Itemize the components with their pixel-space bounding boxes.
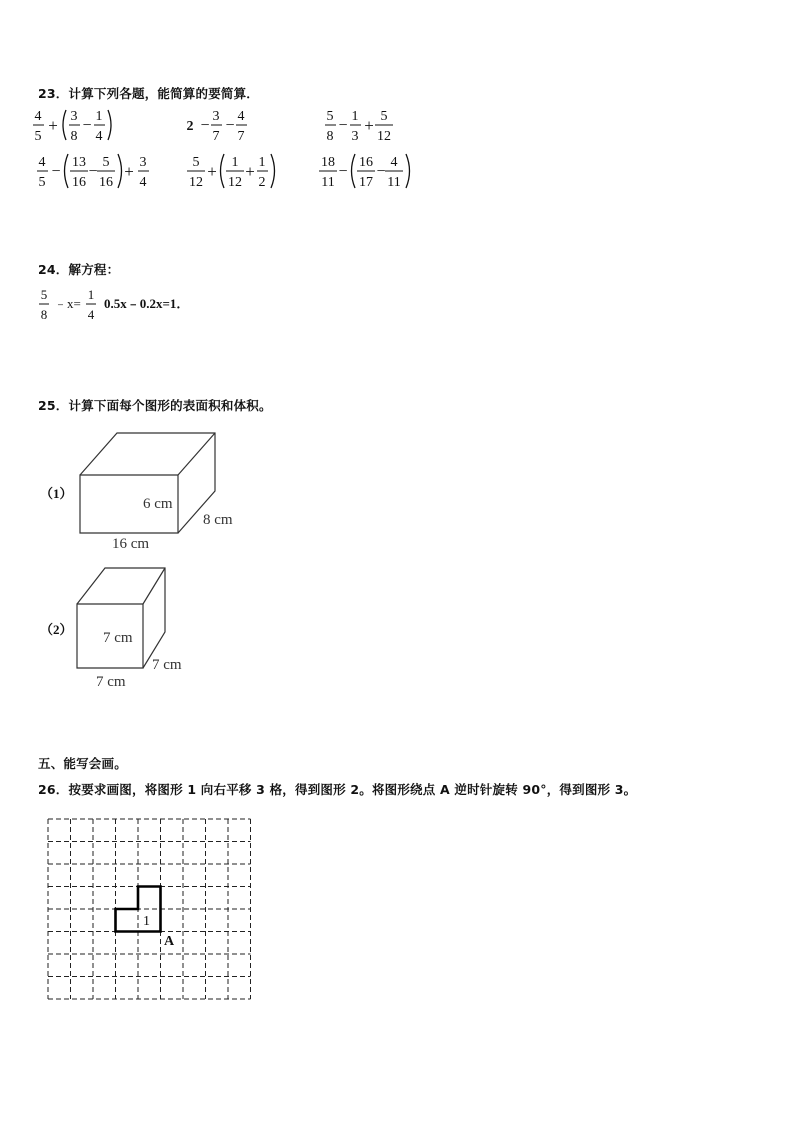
q25-fig1-label: （1） xyxy=(40,486,73,501)
svg-text:−: − xyxy=(338,117,348,134)
svg-text:−: − xyxy=(82,117,92,134)
svg-text:5: 5 xyxy=(380,109,388,124)
q24-title: 24．解方程： xyxy=(38,262,120,277)
svg-text:12: 12 xyxy=(189,175,203,190)
q24-eq1-frac2-num: 1 xyxy=(87,287,95,302)
cube-height-label: 7 cm xyxy=(103,630,133,646)
svg-text:+: + xyxy=(245,162,255,181)
svg-text:2: 2 xyxy=(186,119,194,134)
q23-expr-1 xyxy=(33,109,111,144)
svg-text:4: 4 xyxy=(139,175,147,190)
svg-text:8: 8 xyxy=(70,129,78,144)
svg-text:5: 5 xyxy=(38,175,46,190)
point-a-label: A xyxy=(164,934,175,949)
cuboid-edges xyxy=(80,433,215,533)
q23-expressions xyxy=(30,102,450,197)
svg-text:−: − xyxy=(338,163,348,180)
svg-text:+: + xyxy=(207,162,217,181)
q24-eq2: 0.5x﹣0.2x=1． xyxy=(104,296,190,311)
svg-text:1: 1 xyxy=(231,155,239,170)
q23-title: 23．计算下列各题，能简算的要简算． xyxy=(38,86,259,101)
svg-text:11: 11 xyxy=(321,175,335,190)
svg-text:−: − xyxy=(51,163,61,180)
q26-title: 26．按要求画图，将图形 1 向右平移 3 格，得到图形 2。将图形绕点 A 逆时针旋转 90°，得到图形 3。 xyxy=(38,782,637,797)
svg-text:5: 5 xyxy=(192,155,200,170)
svg-text:3: 3 xyxy=(212,109,220,124)
svg-text:12: 12 xyxy=(228,175,242,190)
q25-title: 25．计算下面每个图形的表面积和体积。 xyxy=(38,398,272,413)
svg-text:−: − xyxy=(225,117,235,134)
cuboid-length-label: 16 cm xyxy=(112,536,150,552)
svg-text:16: 16 xyxy=(72,175,86,190)
svg-text:−: − xyxy=(88,163,98,180)
svg-text:1: 1 xyxy=(351,109,359,124)
q23-expr-2 xyxy=(187,119,194,134)
svg-text:7: 7 xyxy=(237,129,245,144)
svg-text:12: 12 xyxy=(377,129,391,144)
q24-equations xyxy=(34,286,234,326)
q23-expr-3 xyxy=(325,109,393,144)
svg-text:3: 3 xyxy=(139,155,147,170)
cube-length-label: 7 cm xyxy=(96,674,126,690)
svg-text:16: 16 xyxy=(359,155,373,170)
q24-eq1-frac1-den: 8 xyxy=(40,307,48,322)
svg-text:18: 18 xyxy=(321,155,335,170)
svg-text:13: 13 xyxy=(72,155,86,170)
q25-cuboid-figure xyxy=(60,425,260,555)
svg-text:2: 2 xyxy=(258,175,266,190)
svg-text:−: − xyxy=(376,163,386,180)
svg-text:+: + xyxy=(48,116,58,135)
q25-cube-figure xyxy=(60,562,200,692)
svg-text:5: 5 xyxy=(102,155,110,170)
svg-text:8: 8 xyxy=(326,129,334,144)
svg-text:4: 4 xyxy=(95,129,103,144)
q24-eq1-frac1-num: 5 xyxy=(40,287,48,302)
svg-text:7: 7 xyxy=(212,129,220,144)
q24-eq1-mid: ﹣x= xyxy=(54,296,81,311)
q23-expr-5 xyxy=(187,154,275,190)
svg-text:17: 17 xyxy=(359,175,373,190)
svg-text:11: 11 xyxy=(387,175,401,190)
svg-text:3: 3 xyxy=(351,129,359,144)
svg-text:+: + xyxy=(124,162,134,181)
q23-expr-2b xyxy=(200,109,247,144)
figure-1-label: 1 xyxy=(143,914,150,929)
cube-depth-label: 7 cm xyxy=(152,657,182,673)
q26-grid xyxy=(40,812,260,1007)
svg-text:5: 5 xyxy=(34,129,42,144)
cuboid-height-label: 6 cm xyxy=(143,496,173,512)
svg-text:1: 1 xyxy=(258,155,266,170)
q23-expr-4 xyxy=(37,154,149,190)
svg-text:5: 5 xyxy=(326,109,334,124)
svg-text:16: 16 xyxy=(99,175,113,190)
section-5-title: 五、能写会画。 xyxy=(38,756,127,771)
svg-text:+: + xyxy=(364,116,374,135)
svg-text:3: 3 xyxy=(70,109,78,124)
q24-eq1-frac2-den: 4 xyxy=(87,307,95,322)
svg-text:4: 4 xyxy=(34,109,42,124)
q25-fig2-label: （2） xyxy=(40,622,73,637)
svg-text:−: − xyxy=(200,117,210,134)
cube-edges xyxy=(77,568,165,668)
svg-text:4: 4 xyxy=(390,155,398,170)
svg-text:1: 1 xyxy=(95,109,103,124)
svg-text:4: 4 xyxy=(38,155,46,170)
svg-text:4: 4 xyxy=(237,109,245,124)
q23-expr-6 xyxy=(319,154,410,190)
cuboid-depth-label: 8 cm xyxy=(203,512,233,528)
